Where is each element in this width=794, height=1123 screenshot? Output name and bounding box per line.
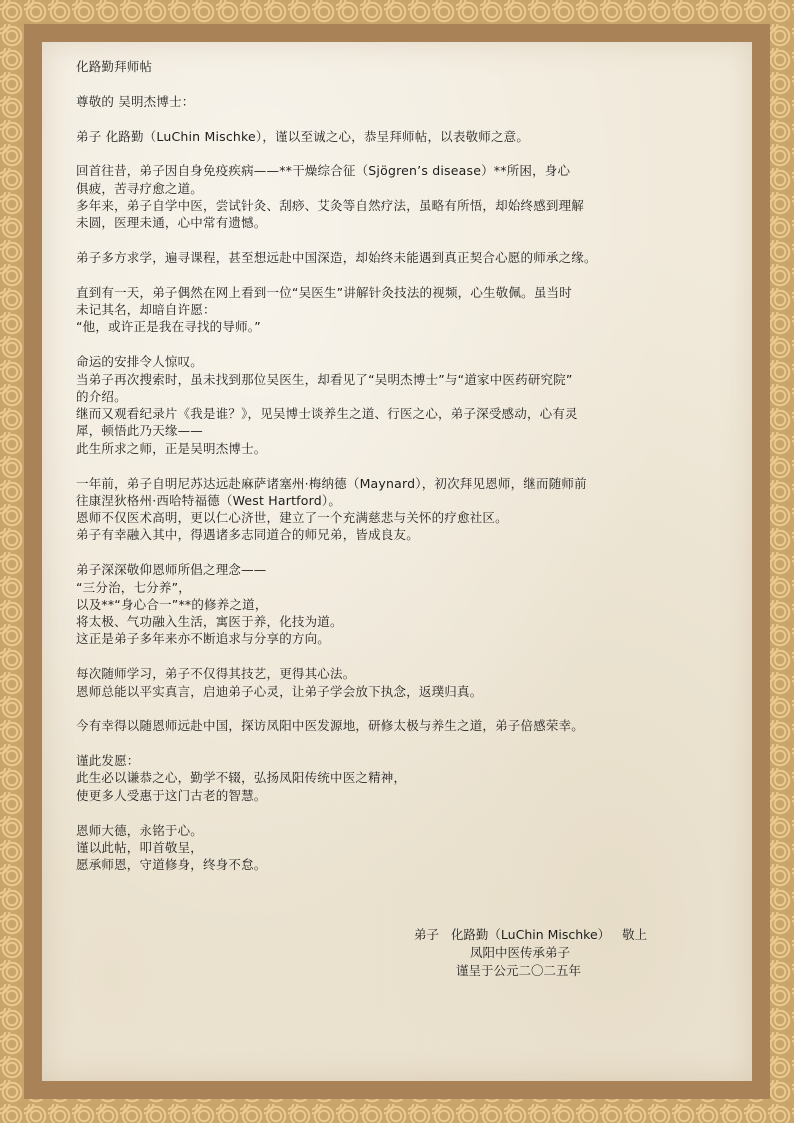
text-line: 当弟子再次搜索时，虽未找到那位吴医生，却看见了“吴明杰博士”与“道家中医药研究院”: [76, 371, 573, 387]
text-line: 恩师不仅医术高明，更以仁心济世，建立了一个充满慈悲与关怀的疗愈社区。: [76, 510, 508, 526]
text-line: 愿承师恩，守道修身，终身不怠。: [76, 857, 267, 873]
text-line: “他，或许正是我在寻找的导师。”: [76, 319, 261, 335]
paragraph: [76, 475, 636, 544]
text-line: 俱疲，苦寻疗愈之道。: [76, 180, 204, 196]
text-line: 此生所求之师，正是吴明杰博士。: [76, 440, 267, 456]
text-line: 谨此发愿：: [76, 753, 140, 769]
text-line: 弟子 化路勤（LuChin Mischke），谨以至诚之心，恭呈拜师帖，以表敬师之意。: [76, 128, 530, 144]
text-line: 此生必以谦恭之心，勤学不辍，弘扬凤阳传统中医之精神，: [76, 770, 407, 786]
text-line: 恩师大德，永铭于心。: [76, 822, 204, 838]
text-line: 恩师总能以平实真言，启迪弟子心灵，让弟子学会放下执念，返璞归真。: [76, 683, 483, 699]
paragraph: [76, 665, 636, 700]
text-line: 直到有一天，弟子偶然在网上看到一位“吴医生”讲解针灸技法的视频，心生敬佩。虽当时: [76, 284, 572, 300]
signature-date: 谨呈于公元二〇二五年: [456, 963, 582, 978]
paragraph: [76, 249, 636, 266]
text-line: 命运的安排令人惊叹。: [76, 354, 204, 370]
text-line: 弟子多方求学，遍寻课程，甚至想远赴中国深造，却始终未能遇到真正契合心愿的师承之缘。: [76, 250, 597, 266]
paragraph: [76, 717, 636, 734]
salutation: 尊敬的 吴明杰博士：: [76, 93, 195, 109]
text-line: 犀，顿悟此乃天缘——: [76, 423, 204, 439]
paragraph: [76, 752, 636, 804]
text-line: 使更多人受惠于这门古老的智慧。: [76, 787, 267, 803]
text-line: “三分治，七分养”，: [76, 579, 191, 595]
paragraph: [76, 128, 636, 145]
text-line: 多年来，弟子自学中医，尝试针灸、刮痧、艾灸等自然疗法，虽略有所悟，却始终感到理解: [76, 197, 585, 213]
paragraph: [76, 561, 636, 647]
text-line: 以及**“身心合一”**的修养之道，: [76, 596, 268, 612]
paragraphs: [76, 128, 636, 874]
paragraph: [76, 353, 636, 457]
letter-title: 化路勤拜师帖: [76, 59, 153, 74]
signature-line-2: 凤阳中医传承弟子: [470, 945, 571, 960]
text-line: 谨以此帖，叩首敬呈，: [76, 839, 204, 855]
paragraph: [76, 284, 636, 336]
text-line: 未圆，医理未通，心中常有遗憾。: [76, 215, 267, 231]
letter-body: [76, 58, 636, 873]
paragraph: [76, 162, 636, 231]
paragraph: [76, 822, 636, 874]
text-line: 往康涅狄格州·西哈特福德（West Hartford）。: [76, 492, 342, 508]
text-line: 今有幸得以随恩师远赴中国，探访凤阳中医发源地，研修太极与养生之道，弟子倍感荣幸。: [76, 718, 585, 734]
text-line: 未记其名，却暗自许愿：: [76, 302, 216, 318]
text-line: 继而又观看纪录片《我是谁？》，见吴博士谈养生之道、行医之心，弟子深受感动，心有灵: [76, 406, 578, 422]
signature-line-1: 弟子 化路勤（LuChin Mischke） 敬上: [414, 927, 648, 942]
text-line: 的介绍。: [76, 388, 127, 404]
text-line: 弟子深深敬仰恩师所倡之理念——: [76, 562, 267, 578]
text-line: 弟子有幸融入其中，得遇诸多志同道合的师兄弟，皆成良友。: [76, 527, 419, 543]
text-line: 这正是弟子多年来亦不断追求与分享的方向。: [76, 631, 331, 647]
text-line: 一年前，弟子自明尼苏达远赴麻萨诸塞州·梅纳德（Maynard），初次拜见恩师，继而随师前: [76, 475, 587, 491]
text-line: 回首往昔，弟子因自身免疫疾病——**干燥综合征（Sjögren’s disease）**所困，身心: [76, 163, 571, 179]
text-line: 将太极、气功融入生活，寓医于养，化技为道。: [76, 614, 343, 630]
text-line: 每次随师学习，弟子不仅得其技艺，更得其心法。: [76, 666, 356, 682]
